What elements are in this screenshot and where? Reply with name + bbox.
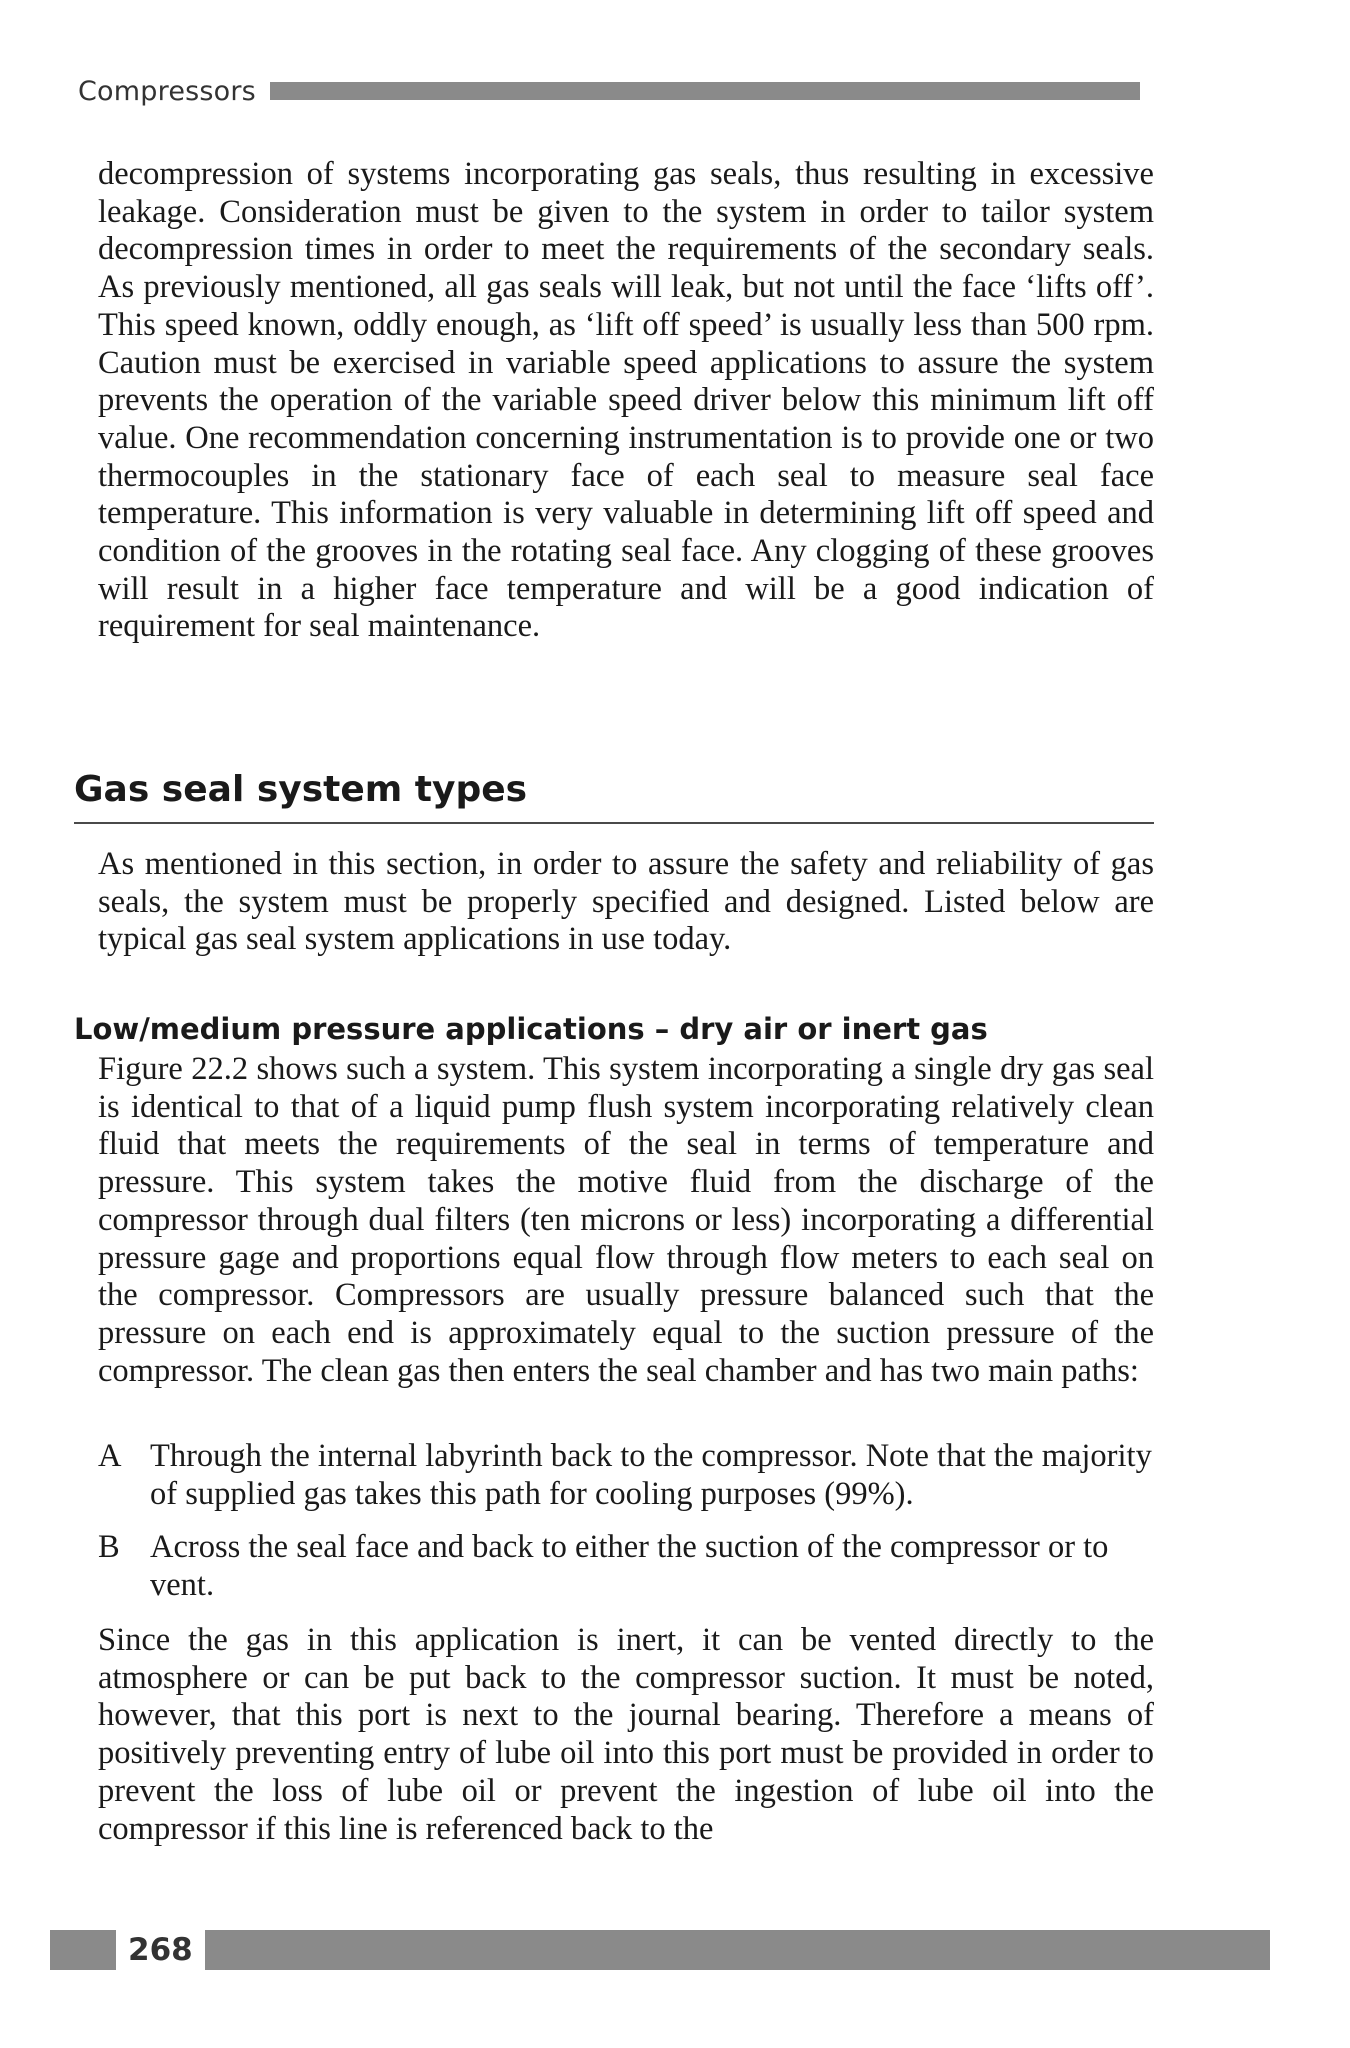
page-number: 268 [128,1932,193,1968]
list-item-letter: B [98,1529,120,1566]
footer-block-right [205,1930,1270,1970]
list-item-letter: A [98,1438,122,1474]
paragraph-3: Figure 22.2 shows such a system. This system incorporating a single dry gas seal is identical to that of a liquid pump flush system incorporating relatively clean fluid that meets the requirements of the seal in terms of temperature and pressure. This system takes the motive fluid from the discharge of the compressor through dual filters (ten microns or less) incorporating a differential pressure gage and proportions equal flow through flow meters to each seal on the compressor. Compressors are usually pressure balanced such that the pressure on each end is approximately equal to the suction pressure of the compressor. The clean gas then enters the seal chamber and has two main paths: [98,1051,1154,1389]
subsection-heading: Low/medium pressure applications – dry air or inert gas [74,1012,988,1046]
running-title: Compressors [78,75,256,107]
paragraph-1: decompression of systems incorporating gas seals, thus resulting in excessive leakage. Consideration must be given to the system in order to tailor system decompression times in order to meet the requirements of the secondary seals. As previously mentioned, all gas seals will leak, but not until the face ‘lifts off’. This speed known, oddly enough, as ‘lift off speed’ is usually less than 500 rpm. Caution must be exercised in variable speed applications to assure the system prevents the operation of the variable speed driver below this minimum lift off value. One recommendation concerning instrumentation is to provide one or two thermocouples in the stationary face of each seal to measure seal face temperature. This information is very valuable in determining lift off speed and condition of the grooves in the rotating seal face. Any clogging of these grooves will result in a higher face temperature and will be a good indication of requirement for seal maintenance. [98,156,1154,645]
list-item-text: Across the seal face and back to either the suction of the compressor or to vent. [150,1529,1109,1604]
list-item-text: Through the internal labyrinth back to the compressor. Note that the majority of supplied gas takes this path for cooling purposes (99%). [150,1438,1152,1512]
header-bar [270,82,1140,100]
paragraph-4: Since the gas in this application is inert, it can be vented directly to the atmosphere or can be put back to the compressor suction. It must be noted, however, that this port is next to the journal bearing. Therefore a means of positively preventing entry of lube oil into this port must be provided in order to prevent the loss of lube oil or prevent the ingestion of lube oil into the compressor if this line is referenced back to the [98,1622,1154,1847]
page-footer [50,1930,1270,1970]
list-item [98,1438,1154,1513]
list-item [98,1529,1154,1604]
running-header [78,74,1140,108]
path-list [98,1438,1154,1605]
footer-block-left [50,1930,116,1970]
section-heading: Gas seal system types [74,768,1154,824]
paragraph-2: As mentioned in this section, in order to assure the safety and reliability of gas seals, the system must be properly specified and designed. Listed below are typical gas seal system applications in use today. [98,846,1154,958]
